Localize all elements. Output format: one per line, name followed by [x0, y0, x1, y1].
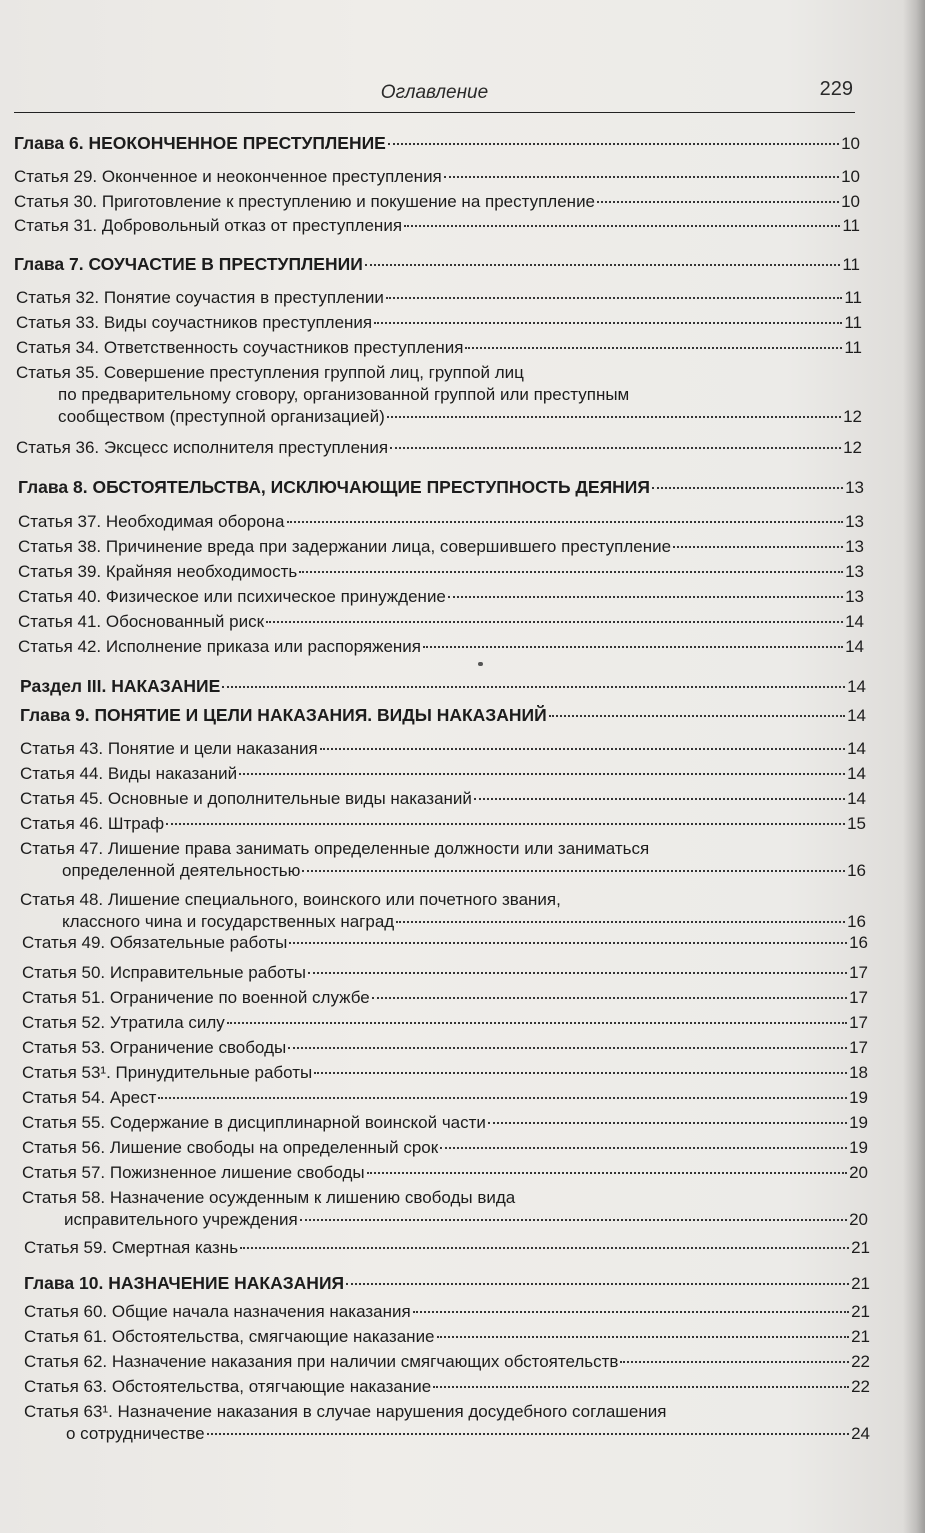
dot-leader — [549, 715, 845, 717]
dot-leader — [448, 596, 843, 598]
dot-leader — [620, 1361, 849, 1363]
toc-entry-title: Статья 63. Обстоятельства, отягчающие наказание — [24, 1377, 432, 1396]
toc-entry-title: Статья 39. Крайняя необходимость — [18, 562, 298, 581]
dot-leader — [413, 1311, 849, 1313]
toc-page-number: 21 — [851, 1327, 870, 1346]
dot-leader — [465, 347, 842, 349]
toc-page-number: 14 — [847, 789, 866, 808]
toc-page-number: 24 — [851, 1424, 870, 1443]
toc-entry — [22, 1087, 868, 1109]
toc-entry — [16, 362, 862, 428]
dot-leader — [320, 748, 845, 750]
toc-entry-title: Статья 45. Основные и дополнительные виды наказаний — [20, 789, 472, 808]
toc-page-number: 10 — [841, 192, 860, 211]
dot-leader — [314, 1072, 847, 1074]
dot-leader — [166, 823, 845, 825]
dot-leader — [222, 686, 845, 688]
toc-entry-title: Статья 53¹. Принудительные работы — [22, 1063, 313, 1082]
toc-entry-title: Статья 57. Пожизненное лишение свободы — [22, 1163, 365, 1182]
toc-entry-title: Статья 47. Лишение права занимать определенные должности или заниматься — [20, 839, 650, 858]
toc-entry-title: Статья 35. Совершение преступления группой лиц, группой лиц — [16, 363, 524, 382]
toc-entry-title: Статья 33. Виды соучастников преступления — [16, 313, 373, 332]
dot-leader — [374, 322, 842, 324]
dot-leader — [423, 646, 843, 648]
toc-entry-title: Статья 38. Причинение вреда при задержании лица, совершившего преступление — [18, 537, 672, 556]
toc-entry-title: Статья 48. Лишение специального, воинского или почетного звания, — [20, 890, 561, 909]
dot-leader — [433, 1386, 849, 1388]
toc-entry-title-continuation: исправительного учреждения — [64, 1210, 298, 1229]
toc-entry — [22, 1112, 868, 1134]
dot-leader — [386, 297, 842, 299]
toc-entry — [22, 1137, 868, 1159]
toc-entry-title: Статья 54. Арест — [22, 1088, 157, 1107]
dot-leader — [396, 921, 845, 923]
toc-page-number: 18 — [849, 1063, 868, 1082]
dot-leader — [440, 1147, 847, 1149]
dot-leader — [300, 1219, 847, 1221]
dot-leader — [387, 416, 841, 418]
toc-entry — [22, 987, 868, 1009]
toc-page-number: 16 — [847, 912, 866, 931]
toc-entry — [18, 586, 864, 608]
dot-leader — [308, 972, 847, 974]
toc-page-number: 10 — [841, 167, 860, 186]
toc-page-number: 19 — [849, 1113, 868, 1132]
dot-leader — [597, 201, 839, 203]
toc-page-number: 13 — [845, 512, 864, 531]
dot-leader — [367, 1172, 847, 1174]
toc-entry-title: Глава 10. НАЗНАЧЕНИЕ НАКАЗАНИЯ — [24, 1273, 345, 1293]
dot-leader — [239, 773, 845, 775]
dot-leader — [288, 1047, 847, 1049]
toc-entry — [18, 561, 864, 583]
toc-entry — [22, 962, 868, 984]
toc-entry — [18, 636, 864, 658]
toc-entry-title: Статья 62. Назначение наказания при наличии смягчающих обстоятельств — [24, 1352, 619, 1371]
toc-page-number: 11 — [844, 338, 862, 357]
toc-heading — [20, 704, 866, 727]
toc-page-number: 21 — [851, 1238, 870, 1257]
dot-leader — [444, 176, 839, 178]
toc-page-number: 14 — [847, 677, 866, 696]
toc-entry-title: Статья 41. Обоснованный риск — [18, 612, 265, 631]
toc-page-number: 20 — [849, 1163, 868, 1182]
dot-leader — [365, 264, 841, 266]
toc-entry — [22, 1187, 868, 1231]
toc-heading — [20, 675, 866, 698]
dot-leader — [266, 621, 843, 623]
toc-entry-title: Статья 29. Оконченное и неоконченное преступления — [14, 167, 442, 186]
toc-entry — [24, 1326, 870, 1348]
toc-entry-title: Статья 58. Назначение осужденным к лишению свободы вида — [22, 1188, 516, 1207]
toc-entry-title: Статья 44. Виды наказаний — [20, 764, 238, 783]
toc-page-number: 11 — [842, 216, 860, 235]
toc-entry-title-continuation: классного чина и государственных наград — [62, 912, 395, 931]
dot-leader — [207, 1433, 849, 1435]
toc-page-number: 10 — [841, 134, 860, 153]
toc-page-number: 13 — [845, 537, 864, 556]
toc-entry-title: Статья 30. Приготовление к преступлению и покушение на преступление — [14, 192, 596, 211]
toc-entry-title-continuation: о сотрудничестве — [66, 1424, 205, 1443]
toc-page-number: 17 — [849, 988, 868, 1007]
toc-page-number: 12 — [843, 407, 862, 426]
toc-entry — [20, 788, 866, 810]
toc-page-number: 21 — [851, 1302, 870, 1321]
toc-entry — [20, 889, 866, 933]
toc-entry-title-continuation: по предварительному сговору, организованной группой или преступным — [58, 385, 630, 404]
toc-entry-title: Глава 8. ОБСТОЯТЕЛЬСТВА, ИСКЛЮЧАЮЩИЕ ПРЕСТУПНОСТЬ ДЕЯНИЯ — [18, 477, 650, 497]
toc-page-number: 19 — [849, 1138, 868, 1157]
toc-page-number: 14 — [847, 706, 866, 725]
toc-entry — [24, 1237, 870, 1259]
toc-entry-title: Статья 56. Лишение свободы на определенный срок — [22, 1138, 439, 1157]
toc-entry — [14, 215, 860, 237]
toc-entry-title: Раздел III. НАКАЗАНИЕ — [20, 676, 221, 696]
dot-leader — [652, 487, 843, 489]
toc-page-number: 13 — [845, 562, 864, 581]
toc-entry-title: Статья 60. Общие начала назначения наказания — [24, 1302, 411, 1321]
toc-page-number: 17 — [849, 1038, 868, 1057]
toc-heading — [24, 1272, 870, 1295]
toc-entry — [18, 611, 864, 633]
toc-entry — [18, 536, 864, 558]
dot-leader — [302, 870, 845, 872]
dot-leader — [388, 143, 839, 145]
toc-page-number: 11 — [842, 255, 860, 274]
toc-entry-title: Глава 7. СОУЧАСТИЕ В ПРЕСТУПЛЕНИИ — [14, 254, 363, 274]
toc-page-number: 20 — [849, 1210, 868, 1229]
toc-page-number: 11 — [844, 313, 862, 332]
toc-entry-title: Статья 63¹. Назначение наказания в случае нарушения досудебного соглашения — [24, 1402, 667, 1421]
toc-page-number: 11 — [844, 288, 862, 307]
toc-entry — [16, 437, 862, 459]
dot-leader — [437, 1336, 850, 1338]
toc-entry-title: Глава 9. ПОНЯТИЕ И ЦЕЛИ НАКАЗАНИЯ. ВИДЫ НАКАЗАНИЙ — [20, 705, 547, 725]
dot-leader — [299, 571, 843, 573]
toc-heading — [14, 132, 860, 155]
toc-entry-title: Глава 6. НЕОКОНЧЕННОЕ ПРЕСТУПЛЕНИЕ — [14, 133, 386, 153]
dot-leader — [158, 1097, 847, 1099]
dot-leader — [488, 1122, 847, 1124]
toc-entry-title: Статья 50. Исправительные работы — [22, 963, 307, 982]
toc-page-number: 15 — [847, 814, 866, 833]
dot-leader — [474, 798, 845, 800]
toc-entry-title: Статья 52. Утратила силу — [22, 1013, 225, 1032]
toc-page-number: 14 — [845, 612, 864, 631]
toc-page-number: 12 — [843, 438, 862, 457]
toc-entry-title: Статья 55. Содержание в дисциплинарной воинской части — [22, 1113, 486, 1132]
dot-leader — [404, 225, 840, 227]
dot-leader — [372, 997, 847, 999]
toc-entry — [14, 166, 860, 188]
toc-entry — [14, 191, 860, 213]
toc-entry — [22, 1062, 868, 1084]
dot-leader — [240, 1247, 849, 1249]
toc-entry-title: Статья 49. Обязательные работы — [22, 933, 288, 952]
toc-page-number: 16 — [847, 861, 866, 880]
toc-entry — [16, 287, 862, 309]
toc-entry — [24, 1351, 870, 1373]
toc-page-number: 21 — [851, 1274, 870, 1293]
toc-page-number: 13 — [845, 587, 864, 606]
toc-entry-title: Статья 46. Штраф — [20, 814, 165, 833]
toc-entry-title: Статья 61. Обстоятельства, смягчающие наказание — [24, 1327, 435, 1346]
toc-page-number: 16 — [849, 933, 868, 952]
toc-entry — [18, 511, 864, 533]
toc-entry — [24, 1301, 870, 1323]
toc-entry-title: Статья 34. Ответственность соучастников преступления — [16, 338, 464, 357]
toc-entry — [22, 1162, 868, 1184]
toc-entry — [22, 1037, 868, 1059]
toc-page-number: 22 — [851, 1377, 870, 1396]
toc-entry — [16, 312, 862, 334]
toc-entry-title: Статья 42. Исполнение приказа или распоряжения — [18, 637, 422, 656]
toc-entry — [24, 1376, 870, 1398]
toc-entry-title: Статья 36. Эксцесс исполнителя преступления — [16, 438, 389, 457]
toc-entry — [20, 763, 866, 785]
header-title: Оглавление — [380, 82, 489, 103]
toc-entry-title-continuation: сообществом (преступной организацией) — [58, 407, 385, 426]
toc-entry — [20, 838, 866, 882]
dot-leader — [289, 942, 847, 944]
toc-entry — [22, 1012, 868, 1034]
toc-heading — [18, 476, 864, 499]
toc-entry — [20, 813, 866, 835]
toc-page-number: 14 — [847, 739, 866, 758]
header-page-number: 229 — [819, 78, 853, 100]
toc-entry — [20, 738, 866, 760]
dot-leader — [287, 521, 844, 523]
dot-leader — [390, 447, 841, 449]
toc-page-number: 17 — [849, 963, 868, 982]
toc-entry-title: Статья 32. Понятие соучастия в преступлении — [16, 288, 384, 307]
toc-page-number: 13 — [845, 478, 864, 497]
toc-entry-title: Статья 51. Ограничение по военной службе — [22, 988, 370, 1007]
toc-entry-title: Статья 40. Физическое или психическое принуждение — [18, 587, 446, 606]
toc-entry — [16, 337, 862, 359]
toc-entry — [24, 1401, 870, 1445]
toc-page-number: 22 — [851, 1352, 870, 1371]
toc-page-number: 14 — [847, 764, 866, 783]
toc-page-number: 14 — [845, 637, 864, 656]
dot-leader — [346, 1283, 849, 1285]
toc-entry-title: Статья 59. Смертная казнь — [24, 1238, 239, 1257]
toc-entry-title: Статья 37. Необходимая оборона — [18, 512, 285, 531]
toc-entry-title: Статья 31. Добровольный отказ от преступления — [14, 216, 403, 235]
toc-entry-title: Статья 53. Ограничение свободы — [22, 1038, 287, 1057]
toc-heading — [14, 253, 860, 276]
toc-entry-title: Статья 43. Понятие и цели наказания — [20, 739, 318, 758]
toc-page-number: 19 — [849, 1088, 868, 1107]
toc-entry-title-continuation: определенной деятельностью — [62, 861, 301, 880]
dot-leader — [673, 546, 843, 548]
toc-entry — [22, 932, 868, 954]
toc-page-number: 17 — [849, 1013, 868, 1032]
dot-leader — [227, 1022, 847, 1024]
